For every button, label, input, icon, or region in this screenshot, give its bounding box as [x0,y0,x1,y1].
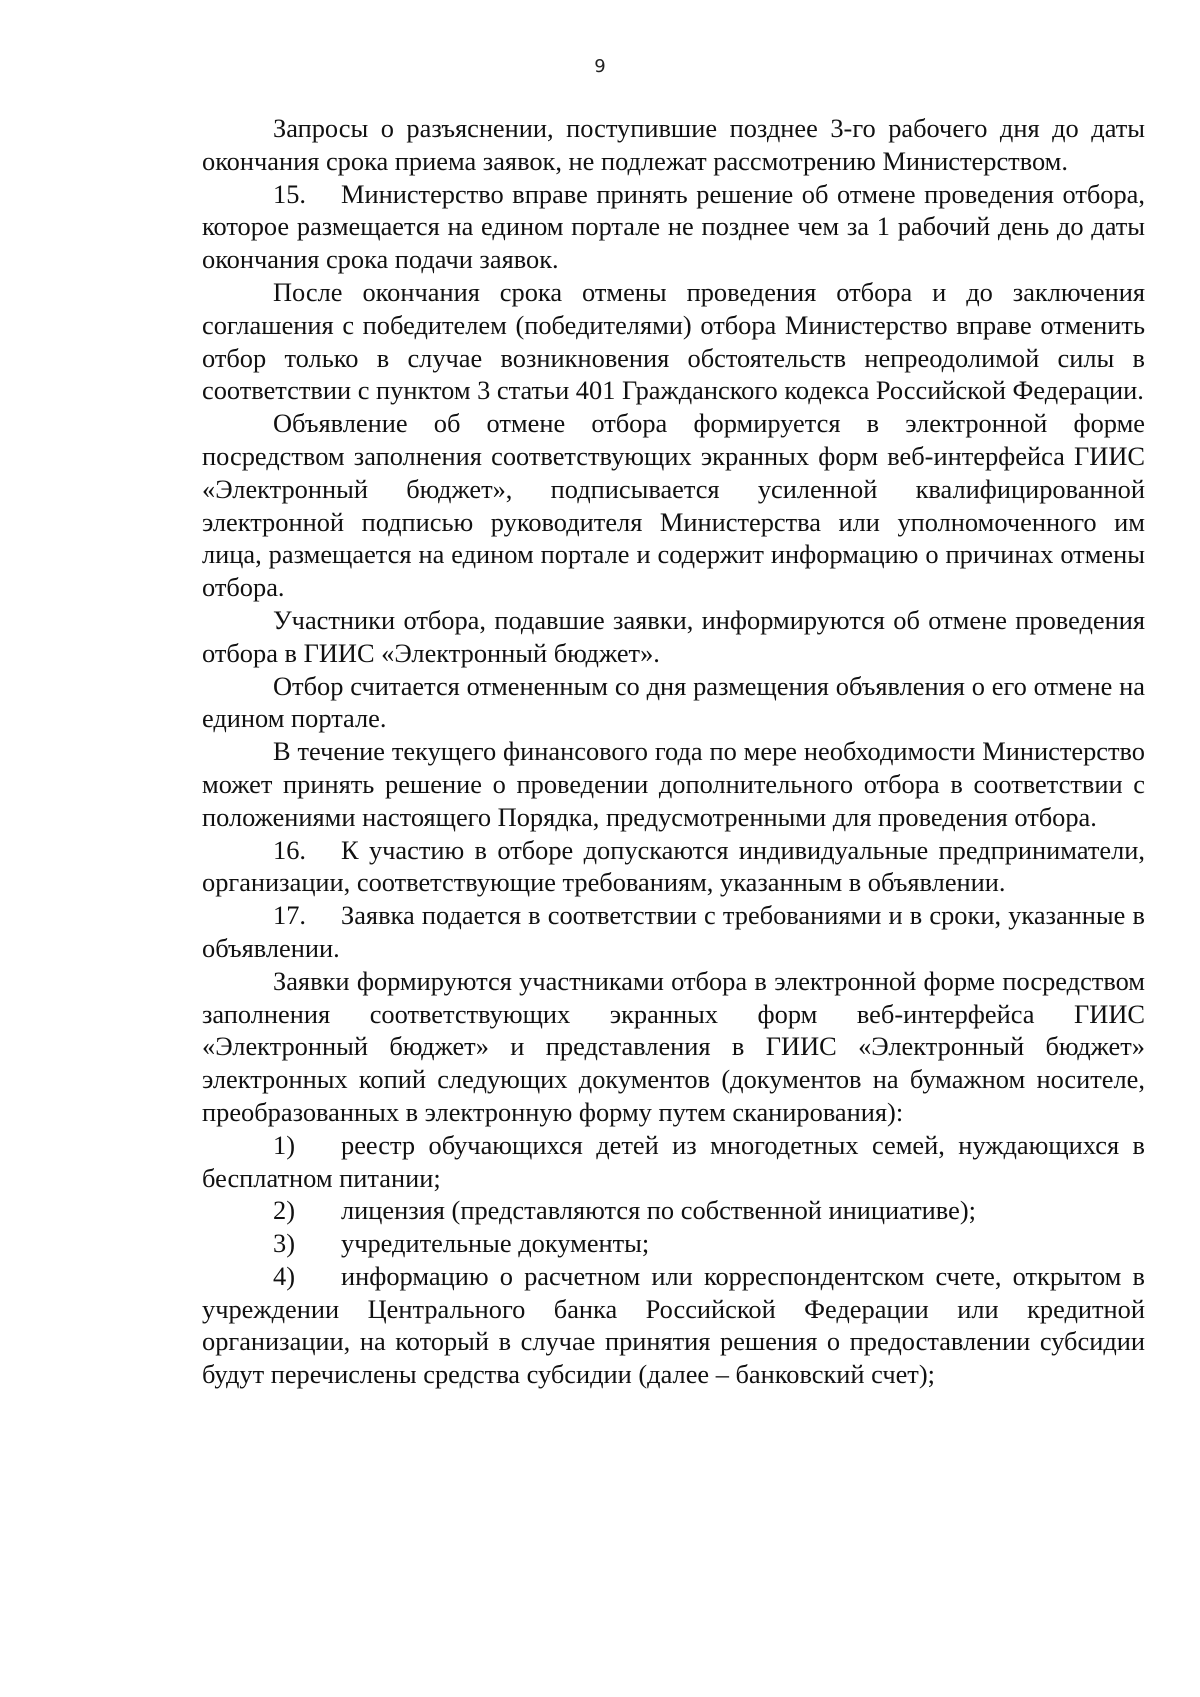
paragraph-text: Министерство вправе принять решение об отмене проведения отбора, которое размещается на едином портале не позднее чем за 1 рабочий день до даты окончания срока подачи заявок. [202,178,1145,275]
paragraph-item-16 [202,834,1145,900]
paragraph-text: Заявки формируются участниками отбора в электронной форме посредством заполнения соответствующих экранных форм веб-интерфейса ГИИС «Электронный бюджет» и представления в ГИИС «Электронный бюджет» электронных копий следующих документов (документов на бумажном носителе, преобразованных в электронную форму путем сканирования): [202,965,1145,1127]
paragraph-cancellation-announcement [202,407,1145,604]
paragraph-text: Заявка подается в соответствии с требованиями и в сроки, указанные в объявлении. [202,900,1145,963]
list-item-1 [202,1129,1145,1195]
list-item-text: реестр обучающихся детей из многодетных семей, нуждающихся в бесплатном питании; [202,1129,1145,1193]
list-item-text: информацию о расчетном или корреспондентском счете, открытом в учреждении Центрального банка Российской Федерации или кредитной организации, на который в случае принятия решения о предоставлении субсидии будут перечислены средства субсидии (далее – банковский счет); [202,1260,1145,1390]
paragraph-cancelled-date [202,670,1145,736]
paragraph-force-majeure [202,276,1145,407]
list-item-3 [202,1227,1145,1260]
paragraph-text: Объявление об отмене отбора формируется в электронной форме посредством заполнения соответствующих экранных форм веб-интерфейса ГИИС «Электронный бюджет», подписывается усиленной квалифицированной электронной подписью руководителя Министерства или уполномоченного им лица, размещается на едином портале и содержит информацию о причинах отмены отбора. [202,408,1145,603]
paragraph-participants-informed [202,604,1145,670]
list-item-2 [202,1194,1145,1227]
item-number: 15. [273,178,306,209]
paragraph-applications-formed [202,965,1145,1129]
paragraph-item-17 [202,899,1145,965]
item-number: 17. [273,900,306,931]
paragraph-item-15 [202,178,1145,276]
paragraph-text: После окончания срока отмены проведения отбора и до заключения соглашения с победителем (победителями) отбора Министерство вправе отменить отбор только в случае возникновения обстоятельств непреодолимой силы в соответствии с пунктом 3 статьи 401 Гражданского кодекса Российской Федерации. [202,276,1145,406]
paragraph-clarification-requests [202,112,1145,178]
list-number: 2) [273,1195,295,1226]
list-number: 1) [273,1129,295,1160]
list-number: 3) [273,1228,295,1259]
document-body [202,112,1145,1391]
list-item-4 [202,1260,1145,1391]
paragraph-text: Запросы о разъяснении, поступившие позднее 3-го рабочего дня до даты окончания срока приема заявок, не подлежат рассмотрению Министерством. [202,113,1145,176]
list-item-text: лицензия (представляются по собственной инициативе); [341,1195,976,1226]
page-number: 9 [594,56,606,77]
paragraph-text: Отбор считается отмененным со дня размещения объявления о его отмене на едином портале. [202,670,1145,734]
paragraph-text: В течение текущего финансового года по мере необходимости Министерство может принять решение о проведении дополнительного отбора в соответствии с положениями настоящего Порядка, предусмотренными для проведения отбора. [202,736,1145,832]
list-item-text: учредительные документы; [341,1228,650,1259]
paragraph-text: К участию в отборе допускаются индивидуальные предприниматели, организации, соответствующие требованиям, указанным в объявлении. [202,834,1145,898]
item-number: 16. [273,834,306,865]
list-number: 4) [273,1260,295,1291]
paragraph-text: Участники отбора, подавшие заявки, информируются об отмене проведения отбора в ГИИС «Электронный бюджет». [202,604,1145,668]
paragraph-additional-selection [202,735,1145,833]
